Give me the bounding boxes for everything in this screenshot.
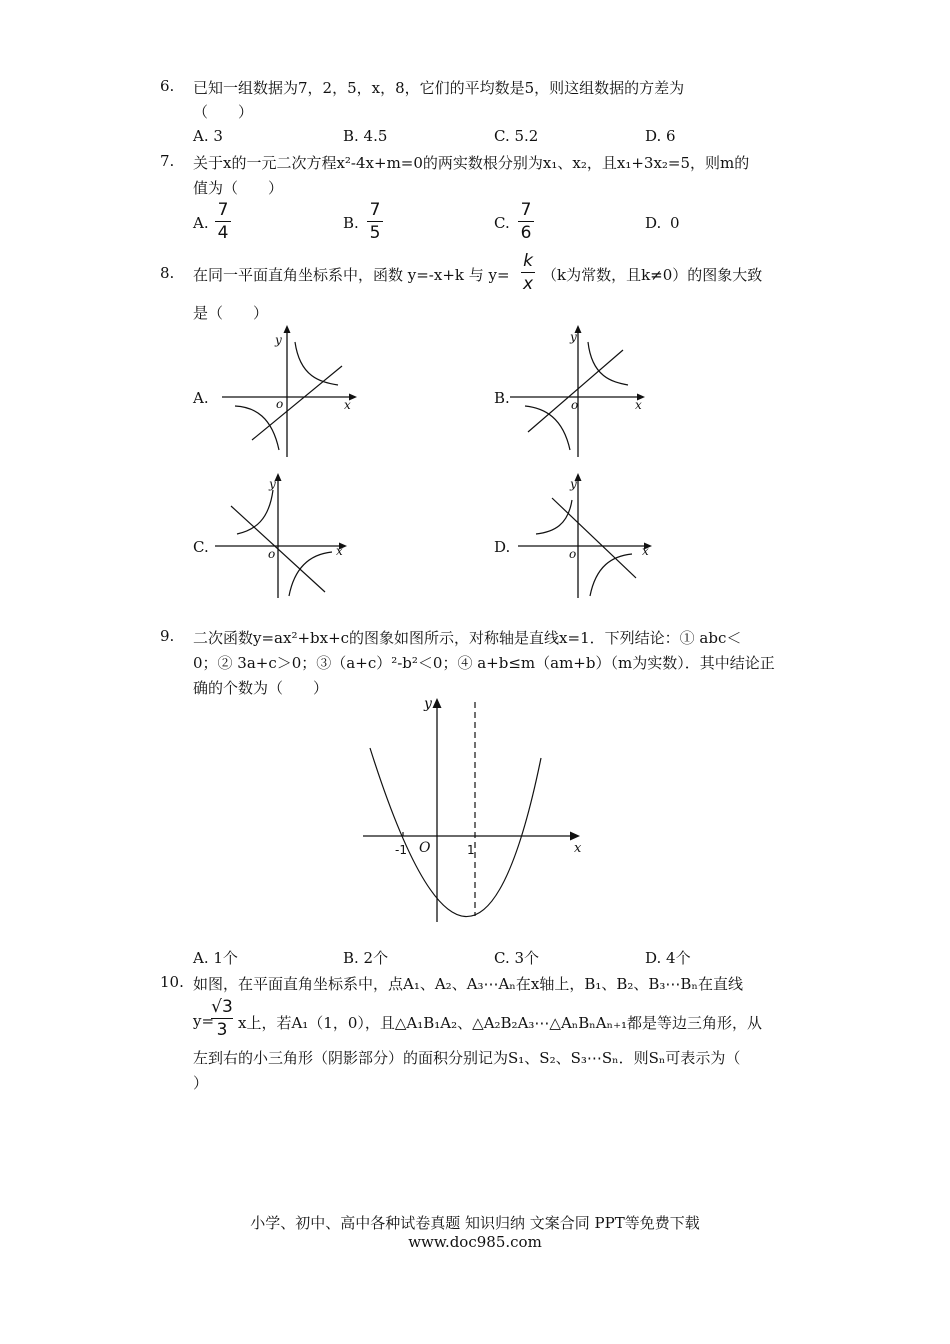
hyperbola-branch-q3 bbox=[235, 406, 279, 450]
q8-option-b-letter: B. bbox=[494, 389, 510, 407]
q8-option-d-letter: D. bbox=[494, 538, 511, 556]
y-axis-arrow-icon bbox=[284, 325, 291, 333]
x-axis-label: x bbox=[635, 398, 642, 412]
q10-text-line3: 左到右的小三角形（阴影部分）的面积分别记为S₁、S₂、S₃⋯Sₙ．则Sₙ可表示为（ bbox=[193, 1049, 741, 1067]
y-axis-arrow-icon bbox=[433, 698, 442, 708]
y-axis-label: y bbox=[570, 330, 577, 344]
q6-text-line1: 已知一组数据为7，2，5，x，8，它们的平均数是5，则这组数据的方差为 bbox=[193, 79, 685, 97]
origin-label: o bbox=[571, 398, 579, 412]
y-axis-label: y bbox=[269, 477, 276, 491]
q8-graph-b bbox=[508, 322, 653, 462]
origin-label: O bbox=[419, 840, 431, 856]
q6-option-b: B. 4.5 bbox=[343, 127, 388, 145]
q7-text-line2: 值为（ ） bbox=[193, 179, 284, 197]
x-axis-label: x bbox=[574, 841, 582, 856]
q9-option-a: A. 1个 bbox=[193, 949, 238, 967]
hyperbola-branch-q4 bbox=[289, 552, 332, 596]
q8-text-line1-post: （k为常数，且k≠0）的图象大致 bbox=[542, 266, 763, 284]
q6-number: 6. bbox=[160, 77, 175, 95]
q9-number: 9. bbox=[160, 627, 175, 645]
x-axis-label: x bbox=[336, 544, 343, 558]
origin-label: o bbox=[268, 547, 276, 561]
q10-text-line4: ） bbox=[193, 1074, 209, 1092]
q8-graph-a bbox=[220, 322, 365, 462]
q7-option-d-letter: D. bbox=[645, 214, 662, 232]
q10-sqrt-fraction bbox=[211, 997, 233, 1040]
line-graph bbox=[252, 366, 342, 440]
q7-option-d-value: 0 bbox=[670, 214, 680, 232]
tick-label-one: 1 bbox=[467, 843, 475, 857]
fraction-denominator: 5 bbox=[369, 223, 381, 243]
origin-label: o bbox=[276, 397, 284, 411]
q6-text-line2: （ ） bbox=[193, 103, 254, 121]
fraction-denominator: 4 bbox=[217, 223, 229, 243]
q8-text-line1-pre: 在同一平面直角坐标系中，函数 y=-x+k 与 y= bbox=[193, 266, 510, 284]
x-axis-arrow-icon bbox=[570, 832, 580, 841]
hyperbola-branch-q4 bbox=[590, 554, 632, 596]
q10-text-line2-post: x上，若A₁（1，0），且△A₁B₁A₂、△A₂B₂A₃⋯△AₙBₙAₙ₊₁都是等边三角形，从 bbox=[238, 1014, 763, 1032]
fraction-denominator: 6 bbox=[520, 223, 532, 243]
q6-option-a: A. 3 bbox=[193, 127, 223, 145]
fraction-numerator: 7 bbox=[217, 200, 229, 220]
q7-option-a-letter: A. bbox=[193, 214, 209, 232]
q10-text-line2-pre: y= bbox=[193, 1012, 215, 1030]
q9-option-d: D. 4个 bbox=[645, 949, 691, 967]
fraction-numerator: √3 bbox=[211, 997, 233, 1017]
hyperbola-branch-q2 bbox=[536, 500, 572, 534]
x-axis-label: x bbox=[344, 398, 351, 412]
q8-inline-fraction bbox=[521, 251, 535, 294]
fraction-numerator: 7 bbox=[369, 200, 381, 220]
q8-option-a-letter: A. bbox=[193, 389, 209, 407]
q8-text-line2: 是（ ） bbox=[193, 304, 269, 322]
q7-text-line1: 关于x的一元二次方程x²-4x+m=0的两实数根分别为x₁、x₂，且x₁+3x₂=5，则m的 bbox=[193, 154, 750, 172]
q9-option-c: C. 3个 bbox=[494, 949, 540, 967]
q9-parabola-graph bbox=[355, 690, 595, 930]
q7-option-a-fraction bbox=[215, 200, 231, 243]
q9-text-line3: 确的个数为（ ） bbox=[193, 679, 329, 697]
fraction-numerator: k bbox=[523, 251, 533, 271]
line-graph bbox=[528, 350, 623, 432]
y-axis-label: y bbox=[275, 333, 282, 347]
y-axis-label: y bbox=[570, 477, 577, 491]
q6-option-d: D. 6 bbox=[645, 127, 676, 145]
q10-number: 10. bbox=[160, 973, 184, 991]
q7-option-c-fraction bbox=[518, 200, 534, 243]
parabola-curve bbox=[370, 748, 541, 917]
q8-graph-d bbox=[510, 470, 660, 602]
y-axis-label: y bbox=[424, 696, 432, 712]
q6-option-c: C. 5.2 bbox=[494, 127, 539, 145]
fraction-denominator: 3 bbox=[216, 1020, 228, 1040]
q7-number: 7. bbox=[160, 152, 175, 170]
footer-line1: 小学、初中、高中各种试卷真题 知识归纳 文案合同 PPT等免费下载 bbox=[250, 1214, 700, 1232]
q7-option-b-fraction bbox=[367, 200, 383, 243]
q7-option-c-letter: C. bbox=[494, 214, 510, 232]
q7-option-b-letter: B. bbox=[343, 214, 359, 232]
q8-option-c-letter: C. bbox=[193, 538, 209, 556]
q8-graph-c bbox=[207, 470, 357, 602]
q8-number: 8. bbox=[160, 264, 175, 282]
q9-text-line1: 二次函数y=ax²+bx+c的图象如图所示，对称轴是直线x=1．下列结论：① abc＜ bbox=[193, 629, 742, 647]
x-axis-label: x bbox=[642, 544, 649, 558]
q9-option-b: B. 2个 bbox=[343, 949, 389, 967]
q9-text-line2: 0；② 3a+c＞0；③（a+c）²-b²＜0；④ a+b≤m（am+b）（m为实数）．其中结论正 bbox=[193, 654, 775, 672]
tick-label-minus-one: -1 bbox=[395, 843, 407, 857]
fraction-denominator: x bbox=[522, 274, 534, 294]
q10-text-line1: 如图，在平面直角坐标系中，点A₁、A₂、A₃⋯Aₙ在x轴上，B₁、B₂、B₃⋯Bₙ在直线 bbox=[193, 975, 743, 993]
line-graph bbox=[552, 498, 636, 578]
footer-link[interactable]: www.doc985.com bbox=[408, 1233, 542, 1251]
hyperbola-branch-q1 bbox=[295, 342, 338, 385]
origin-label: o bbox=[569, 547, 577, 561]
fraction-numerator: 7 bbox=[520, 200, 532, 220]
